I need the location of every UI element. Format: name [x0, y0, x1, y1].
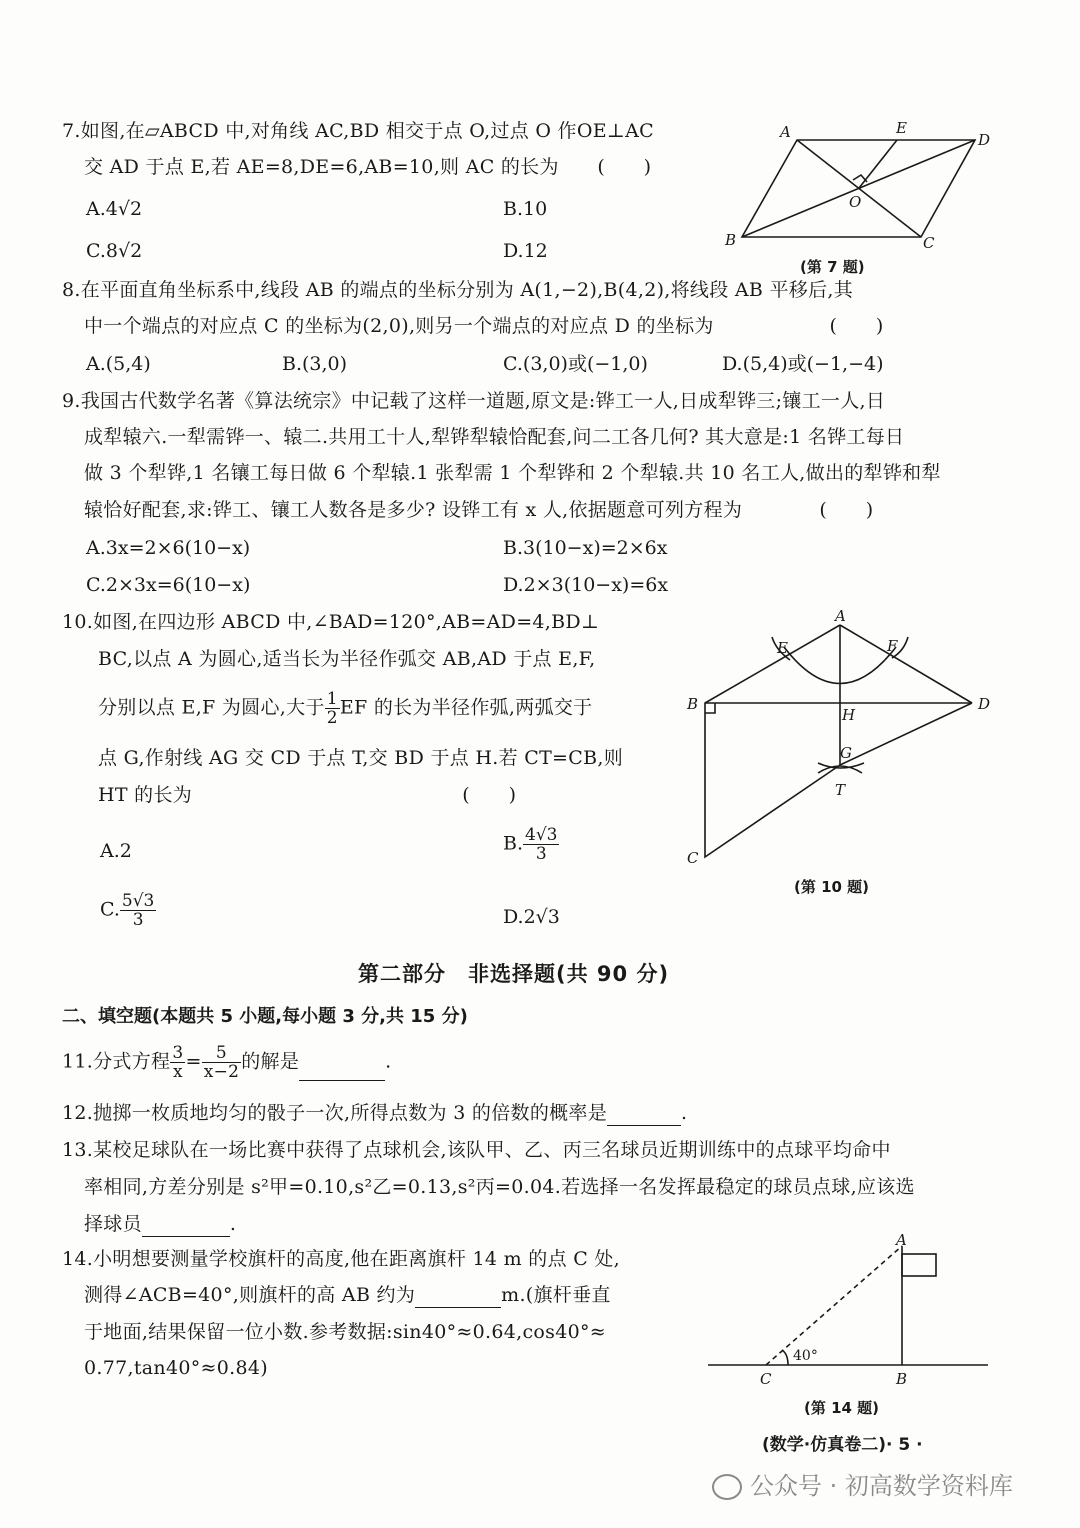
- q11-answer-blank[interactable]: [299, 1058, 385, 1081]
- q10-option-b: B. $\frac{4√3}{3}$: [503, 825, 558, 864]
- q11-fraction-left: $\frac{3}{x}$: [172, 1043, 184, 1082]
- q7-label-d: D: [978, 131, 991, 149]
- q8-line1: 8.在平面直角坐标系中,线段 AB 的端点的坐标分别为 A(1,−2),B(4,2),将线段 AB 平移后,其: [62, 279, 854, 301]
- q10-option-c: C. $\frac{5√3}{3}$: [100, 891, 155, 930]
- q13-line1: 13.某校足球队在一场比赛中获得了点球机会,该队甲、乙、丙三名球员近期训练中的点球平均命中: [62, 1139, 891, 1161]
- q14-label-b: B: [896, 1370, 908, 1388]
- q10-line3-b: EF 的长为半径作弧,两弧交于: [339, 696, 593, 719]
- q7-label-e: E: [896, 119, 907, 137]
- q14-line3: 于地面,结果保留一位小数.参考数据:sin40°≈0.64,cos40°≈: [84, 1321, 607, 1343]
- q10-option-d: D.2√3: [503, 906, 560, 928]
- q14-line1: 14.小明想要测量学校旗杆的高度,他在距离旗杆 14 m 的点 C 处,: [62, 1248, 621, 1270]
- q14-label-a: A: [896, 1232, 907, 1249]
- q14-caption: (第 14 题): [804, 1399, 880, 1417]
- q10-half-fraction: $\frac{1}{2}$: [326, 689, 338, 728]
- part-two-heading: 第二部分 非选择题(共 90 分): [358, 962, 670, 986]
- q12-answer-blank[interactable]: [607, 1103, 681, 1126]
- q14-angle-label: 40°: [793, 1348, 818, 1364]
- q9-option-d: D.2×3(10−x)=6x: [503, 574, 669, 596]
- q8-option-b: B.(3,0): [282, 353, 348, 375]
- q10-label-d: D: [978, 695, 991, 713]
- page-footer: (数学·仿真卷二)· 5 ·: [762, 1435, 923, 1455]
- section-fill-in-heading: 二、填空题(本题共 5 小题,每小题 3 分,共 15 分): [62, 1006, 468, 1027]
- q10-line5: HT 的长为 ( ): [98, 784, 517, 806]
- q8-option-d: D.(5,4)或(−1,−4): [722, 353, 884, 375]
- q10-label-h: H: [842, 706, 856, 724]
- q9-option-a: A.3x=2×6(10−x): [86, 537, 251, 559]
- q10-figure-quadrilateral: [680, 605, 1000, 875]
- q10-option-a: A.2: [100, 840, 132, 862]
- q10-label-t: T: [835, 781, 846, 799]
- q10-line2: BC,以点 A 为圆心,适当长为半径作弧交 AB,AD 于点 E,F,: [98, 648, 596, 670]
- q7-label-o: O: [849, 193, 862, 211]
- q7-label-c: C: [923, 234, 935, 252]
- q9-line2: 成犁辕六.一犁需铧一、辕二.共用工十人,犁铧犁辕恰配套,问二工各几何? 其大意是:1 名铧工每日: [84, 426, 905, 448]
- q9-line3: 做 3 个犁铧,1 名镶工每日做 6 个犁辕.1 张犁需 1 个犁铧和 2 个犁辕.共 10 名工人,做出的犁铧和犁: [84, 462, 941, 484]
- q9-line4: 辕恰好配套,求:铧工、镶工人数各是多少? 设铧工有 x 人,依据题意可列方程为 ( ): [84, 499, 874, 521]
- q7-caption: (第 7 题): [800, 258, 865, 276]
- q13-line3: 择球员 .: [84, 1213, 237, 1235]
- q11-line: 11.分式方程 $\frac{3}{x}$ = $\frac{5}{x-2}$ 的解是 .: [62, 1043, 392, 1082]
- q8-option-a: A.(5,4): [86, 353, 151, 375]
- q10-label-f: F: [887, 637, 898, 655]
- q12-line: 12.抛掷一枚质地均匀的骰子一次,所得点数为 3 的倍数的概率是 .: [62, 1102, 688, 1124]
- q14-line4: 0.77,tan40°≈0.84): [84, 1357, 268, 1379]
- q9-option-c: C.2×3x=6(10−x): [86, 574, 251, 596]
- q9-line1: 9.我国古代数学名著《算法统宗》中记载了这样一道题,原文是:铧工一人,日成犁铧三;镶工一人,日: [62, 390, 886, 412]
- q10-label-b: B: [687, 695, 699, 713]
- q7-line1: 7.如图,在▱ABCD 中,对角线 AC,BD 相交于点 O,过点 O 作OE⊥AC: [62, 120, 654, 142]
- q7-label-a: A: [780, 123, 791, 141]
- q14-figure-flagpole: [700, 1232, 1000, 1392]
- q7-option-d: D.12: [503, 240, 548, 262]
- q8-option-c: C.(3,0)或(−1,0): [503, 353, 648, 375]
- q10-line1: 10.如图,在四边形 ABCD 中,∠BAD=120°,AB=AD=4,BD⊥: [62, 611, 600, 633]
- q7-option-c: C.8√2: [86, 240, 143, 262]
- q7-label-b: B: [725, 231, 737, 249]
- q11-fraction-right: $\frac{5}{x-2}$: [203, 1043, 240, 1082]
- q7-option-b: B.10: [503, 198, 548, 220]
- q10-label-e: E: [777, 639, 788, 657]
- q10-line3-a: 分别以点 E,F 为圆心,大于: [98, 696, 325, 719]
- wechat-icon: [712, 1474, 742, 1500]
- q14-label-c: C: [760, 1370, 772, 1388]
- q7-line2: 交 AD 于点 E,若 AE=8,DE=6,AB=10,则 AC 的长为 ( ): [84, 156, 652, 178]
- q7-option-a: A.4√2: [86, 198, 143, 220]
- q8-line2: 中一个端点的对应点 C 的坐标为(2,0),则另一个端点的对应点 D 的坐标为 ( ): [84, 315, 884, 337]
- q9-option-b: B.3(10−x)=2×6x: [503, 537, 668, 559]
- q10-line4: 点 G,作射线 AG 交 CD 于点 T,交 BD 于点 H.若 CT=CB,则: [98, 747, 624, 769]
- q10-caption: (第 10 题): [794, 878, 870, 896]
- q14-answer-blank[interactable]: [415, 1285, 501, 1308]
- q13-answer-blank[interactable]: [142, 1214, 230, 1237]
- q7-figure-parallelogram: [720, 115, 1000, 255]
- q10-label-g: G: [840, 744, 852, 762]
- q10-line3: [98, 690, 592, 727]
- q10-label-c: C: [687, 849, 699, 867]
- watermark: 公众号 · 初高数学资料库: [712, 1466, 1013, 1501]
- q13-line2: 率相同,方差分别是 s²甲=0.10,s²乙=0.13,s²丙=0.04.若选择一名发挥最稳定的球员点球,应该选: [84, 1176, 915, 1198]
- q10-label-a: A: [835, 607, 846, 625]
- q14-line2: 测得∠ACB=40°,则旗杆的高 AB 约为 m.(旗杆垂直: [84, 1284, 611, 1306]
